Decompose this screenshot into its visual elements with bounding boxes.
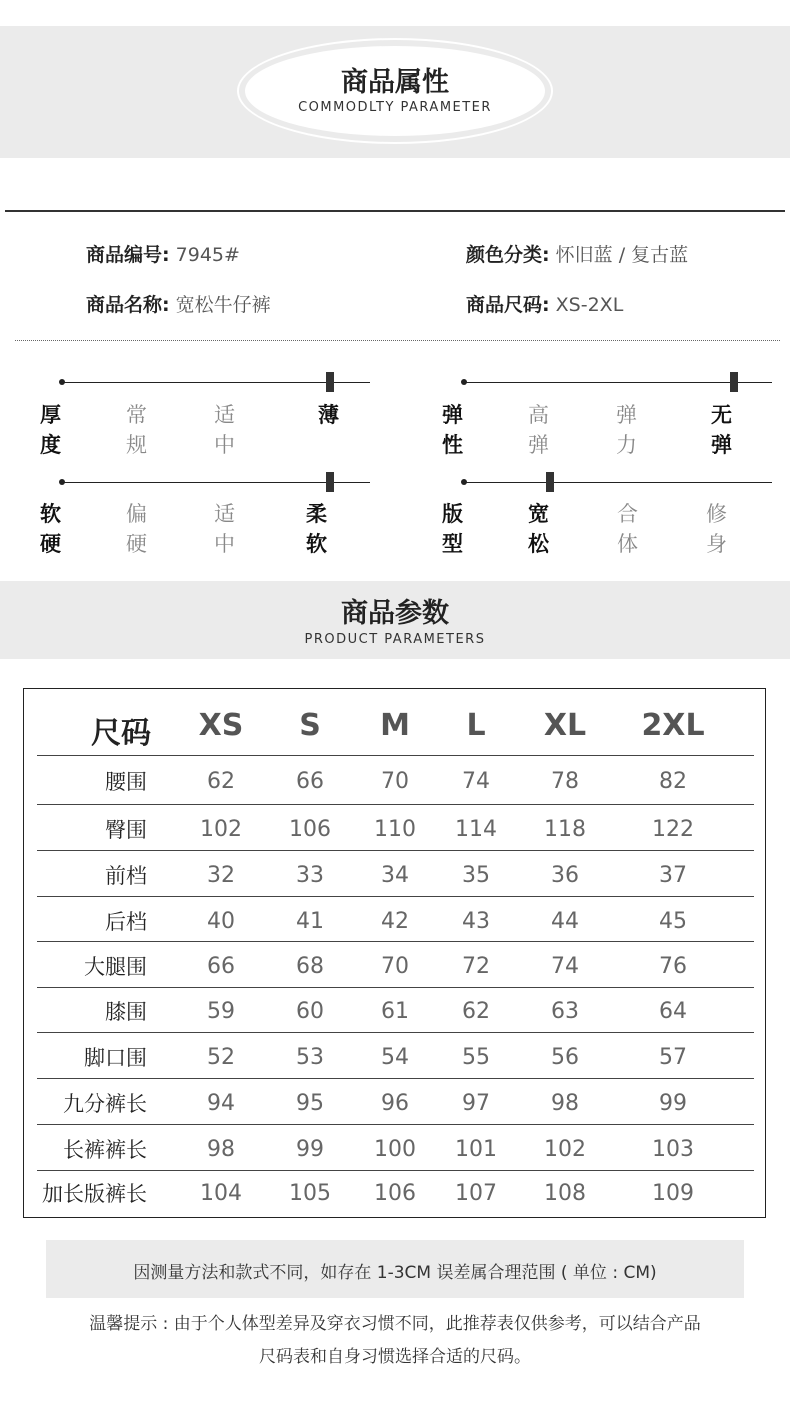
info-code-value: 7945#	[175, 244, 240, 266]
scale-name: 版型	[442, 502, 463, 556]
info-color-value: 怀旧蓝 / 复古蓝	[555, 244, 689, 266]
table-row-line	[37, 1124, 754, 1125]
table-cell: 64	[659, 999, 687, 1024]
size-header-cell: 2XL	[641, 708, 705, 743]
info-size-key: 商品尺码:	[466, 294, 550, 316]
table-cell: 82	[659, 769, 687, 794]
table-cell: 78	[551, 769, 579, 794]
table-cell: 99	[659, 1091, 687, 1116]
row-label: 脚口围	[84, 1046, 147, 1070]
table-cell: 118	[544, 817, 586, 842]
info-name	[86, 290, 271, 317]
table-row-line	[37, 941, 754, 942]
table-row-line	[37, 804, 754, 805]
table-row-line	[37, 1170, 754, 1171]
table-cell: 35	[462, 863, 490, 888]
table-cell: 110	[374, 817, 416, 842]
scale-marker	[730, 372, 738, 392]
table-cell: 76	[659, 954, 687, 979]
row-label: 前档	[105, 864, 147, 888]
row-label: 九分裤长	[63, 1092, 147, 1116]
table-cell: 74	[551, 954, 579, 979]
size-header-cell: XL	[543, 708, 587, 743]
table-cell: 56	[551, 1045, 579, 1070]
param-section-subtitle: PRODUCT PARAMETERS	[304, 632, 486, 647]
table-cell: 59	[207, 999, 235, 1024]
table-cell: 52	[207, 1045, 235, 1070]
scale-option-selected: 宽松	[528, 502, 549, 556]
param-section-title: 商品参数	[341, 598, 449, 629]
info-size-value: XS-2XL	[555, 294, 624, 316]
size-header-cell: S	[299, 708, 321, 743]
table-cell: 108	[544, 1181, 586, 1206]
table-row-line	[37, 755, 754, 756]
table-row-line	[37, 896, 754, 897]
table-cell: 72	[462, 954, 490, 979]
table-cell: 74	[462, 769, 490, 794]
scale-option-selected: 柔软	[306, 502, 327, 556]
scale-name: 弹性	[442, 403, 463, 457]
table-cell: 55	[462, 1045, 490, 1070]
row-label: 大腿围	[84, 955, 147, 979]
size-header-cell: L	[466, 708, 486, 743]
scale-track	[62, 382, 370, 383]
table-cell: 66	[296, 769, 324, 794]
info-color	[466, 240, 688, 267]
scale-name: 软硬	[40, 502, 61, 556]
divider	[5, 210, 785, 212]
table-cell: 63	[551, 999, 579, 1024]
scale-marker	[326, 372, 334, 392]
scale-marker	[326, 472, 334, 492]
table-cell: 68	[296, 954, 324, 979]
table-cell: 103	[652, 1137, 694, 1162]
table-cell: 41	[296, 909, 324, 934]
table-cell: 109	[652, 1181, 694, 1206]
table-cell: 45	[659, 909, 687, 934]
row-label: 膝围	[105, 1000, 147, 1024]
table-cell: 102	[544, 1137, 586, 1162]
table-cell: 66	[207, 954, 235, 979]
table-cell: 97	[462, 1091, 490, 1116]
table-cell: 54	[381, 1045, 409, 1070]
row-label: 臀围	[105, 818, 147, 842]
dotted-divider	[15, 340, 780, 341]
info-color-key: 颜色分类:	[466, 244, 550, 266]
table-cell: 106	[289, 817, 331, 842]
size-header-label: 尺码	[91, 716, 151, 751]
table-cell: 70	[381, 769, 409, 794]
row-label: 加长版裤长	[42, 1182, 147, 1206]
row-label: 后档	[105, 910, 147, 934]
table-cell: 106	[374, 1181, 416, 1206]
table-row-line	[37, 1078, 754, 1079]
table-cell: 62	[462, 999, 490, 1024]
table-cell: 61	[381, 999, 409, 1024]
scale-track	[464, 382, 772, 383]
table-cell: 32	[207, 863, 235, 888]
info-name-value: 宽松牛仔裤	[175, 294, 271, 316]
table-row-line	[37, 987, 754, 988]
table-cell: 70	[381, 954, 409, 979]
table-cell: 33	[296, 863, 324, 888]
table-cell: 122	[652, 817, 694, 842]
table-cell: 44	[551, 909, 579, 934]
table-cell: 98	[207, 1137, 235, 1162]
table-cell: 95	[296, 1091, 324, 1116]
table-cell: 60	[296, 999, 324, 1024]
table-cell: 42	[381, 909, 409, 934]
scale-track	[62, 482, 370, 483]
info-code	[86, 240, 240, 267]
table-cell: 62	[207, 769, 235, 794]
table-cell: 40	[207, 909, 235, 934]
table-cell: 43	[462, 909, 490, 934]
attr-section-subtitle: COMMODLTY PARAMETER	[298, 100, 492, 115]
scale-option: 弹力	[616, 403, 637, 457]
size-header-cell: XS	[198, 708, 244, 743]
table-cell: 37	[659, 863, 687, 888]
info-code-key: 商品编号:	[86, 244, 170, 266]
scale-option-selected: 薄	[318, 403, 339, 427]
table-cell: 94	[207, 1091, 235, 1116]
table-cell: 98	[551, 1091, 579, 1116]
table-row-line	[37, 850, 754, 851]
table-cell: 101	[455, 1137, 497, 1162]
table-cell: 102	[200, 817, 242, 842]
info-size	[466, 290, 623, 317]
attr-section-title: 商品属性	[341, 67, 449, 98]
table-cell: 105	[289, 1181, 331, 1206]
tip-line-2: 尺码表和自身习惯选择合适的尺码。	[259, 1347, 531, 1367]
row-label: 腰围	[105, 770, 147, 794]
scale-option: 修身	[706, 502, 727, 556]
tip-line-1: 温馨提示 : 由于个人体型差异及穿衣习惯不同，此推荐表仅供参考，可以结合产品	[89, 1314, 701, 1334]
scale-name: 厚度	[40, 403, 61, 457]
scale-option: 合体	[617, 502, 638, 556]
table-row-line	[37, 1032, 754, 1033]
scale-option: 常规	[126, 403, 147, 457]
table-cell: 36	[551, 863, 579, 888]
scale-option: 高弹	[528, 403, 549, 457]
table-cell: 53	[296, 1045, 324, 1070]
row-label: 长裤裤长	[63, 1138, 147, 1162]
table-cell: 100	[374, 1137, 416, 1162]
scale-option-selected: 无弹	[711, 403, 732, 457]
scale-option: 适中	[214, 403, 235, 457]
scale-track	[464, 482, 772, 483]
measure-note: 因测量方法和款式不同，如存在 1-3CM 误差属合理范围 ( 单位 : CM)	[133, 1263, 657, 1283]
table-cell: 34	[381, 863, 409, 888]
info-name-key: 商品名称:	[86, 294, 170, 316]
table-cell: 114	[455, 817, 497, 842]
table-cell: 96	[381, 1091, 409, 1116]
scale-marker	[546, 472, 554, 492]
scale-option: 偏硬	[126, 502, 147, 556]
table-cell: 104	[200, 1181, 242, 1206]
size-header-cell: M	[380, 708, 410, 743]
table-cell: 57	[659, 1045, 687, 1070]
table-cell: 107	[455, 1181, 497, 1206]
table-cell: 99	[296, 1137, 324, 1162]
scale-option: 适中	[214, 502, 235, 556]
